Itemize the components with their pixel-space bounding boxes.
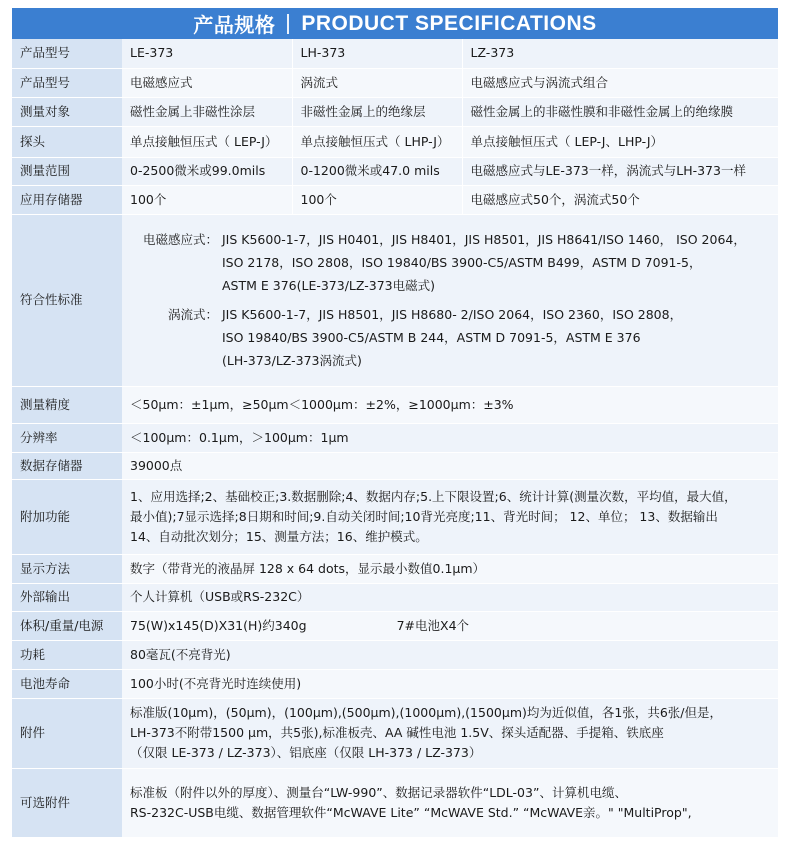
- standards-ed-line: ISO 19840/BS 3900-C5/ASTM B 244，ASTM D 7091-5，ASTM E 376: [222, 330, 641, 345]
- row-memory: [12, 185, 778, 214]
- accessories-line: LH-373不附带1500 μm，共5张),标准板壳、AA 碱性电池 1.5V、探头适配器、手提箱、铁底座: [130, 725, 664, 740]
- standards-cell: [122, 214, 778, 386]
- cell-lh: 非磁性金属上的绝缘层: [292, 97, 462, 126]
- standards-ed-line: (LH-373/LZ-373涡流式): [222, 353, 362, 368]
- optional-cell: [122, 768, 778, 837]
- cell-lz: 单点接触恒压式（ LEP-J、LHP-J）: [462, 126, 778, 157]
- row-label: 外部输出: [12, 583, 122, 611]
- functions-line: 1、应用选择;2、基础校正;3.数据删除;4、数据内存;5.上下限设置;6、统计计算(测量次数，平均值，最大值，: [130, 488, 737, 504]
- row-label: 分辨率: [12, 423, 122, 452]
- row-label: 符合性标准: [12, 214, 122, 386]
- cell-lh: 涡流式: [292, 68, 462, 97]
- row-label: 功耗: [12, 640, 122, 669]
- row-label: 显示方法: [12, 554, 122, 583]
- accessories-cell: [122, 698, 778, 768]
- battery-value: 100小时(不亮背光时连续使用): [122, 669, 778, 698]
- row-display: [12, 554, 778, 583]
- standards-eddy: [130, 303, 770, 372]
- row-output: [12, 583, 778, 611]
- standards-ed-text: [218, 303, 682, 372]
- row-label: 测量范围: [12, 157, 122, 185]
- standards-em-label: 电磁感应式：: [142, 232, 218, 247]
- optional-line: RS-232C-USB电缆、数据管理软件“McWAVE Lite” “McWAVE Std.” “McWAVE亲。" "MultiProp",: [130, 804, 692, 820]
- row-label: 测量精度: [12, 386, 122, 423]
- cell-lz: 电磁感应式与LE-373一样，涡流式与LH-373一样: [462, 157, 778, 185]
- spec-table: [12, 39, 778, 838]
- row-standards: [12, 214, 778, 386]
- row-accuracy: [12, 386, 778, 423]
- resolution-value: ＜100μm：0.1μm，＞100μm：1μm: [122, 423, 778, 452]
- size-value: 75(W)x145(D)X31(H)约340g: [130, 617, 307, 633]
- functions-line: 14、自动批次划分；15、测量方法；16、维护模式。: [130, 528, 428, 544]
- row-model: [12, 39, 778, 68]
- row-label: 数据存储器: [12, 452, 122, 479]
- functions-cell: [122, 479, 778, 554]
- row-resolution: [12, 423, 778, 452]
- row-data-memory: [12, 452, 778, 479]
- row-target: [12, 97, 778, 126]
- row-label: 应用存储器: [12, 185, 122, 214]
- row-battery: [12, 669, 778, 698]
- standards-em-line: ASTM E 376(LE-373/LZ-373电磁式): [222, 278, 435, 293]
- standards-electromagnetic: [130, 228, 770, 297]
- spec-header: [12, 8, 778, 39]
- data-memory-value: 39000点: [122, 452, 778, 479]
- functions-line: 最小值);7显示选择;8日期和时间;9.自动关闭时间;10背光亮度;11、背光时间； 12、单位； 13、数据输出: [130, 508, 718, 524]
- accessories-line: 标准版(10μm)，(50μm)，(100μm),(500μm),(1000μm),(1500μm)均为近似值，各1张，共6张/但是，: [130, 705, 722, 720]
- cell-lz: LZ-373: [462, 39, 778, 68]
- row-label: 附件: [12, 698, 122, 768]
- standards-em-line: JIS K5600-1-7，JIS H0401，JIS H8401，JIS H8501，JIS H8641/ISO 1460， ISO 2064，: [222, 232, 746, 247]
- cell-le: 电磁感应式: [122, 68, 292, 97]
- row-optional: [12, 768, 778, 837]
- standards-em-line: ISO 2178，ISO 2808，ISO 19840/BS 3900-C5/ASTM B499，ASTM D 7091-5，: [222, 255, 702, 270]
- row-label: 可选附件: [12, 768, 122, 837]
- cell-le: 单点接触恒压式（ LEP-J）: [122, 126, 292, 157]
- header-title-cn: 产品规格: [193, 13, 276, 37]
- row-type: [12, 68, 778, 97]
- cell-lh: 100个: [292, 185, 462, 214]
- display-value: 数字（带背光的液晶屏 128 x 64 dots，显示最小数值0.1μm）: [122, 554, 778, 583]
- cell-lh: 单点接触恒压式（ LHP-J）: [292, 126, 462, 157]
- accessories-line: （仅限 LE-373 / LZ-373）、铝底座（仅限 LH-373 / LZ-373）: [130, 745, 482, 760]
- cell-lz: 电磁感应式50个，涡流式50个: [462, 185, 778, 214]
- cell-le: 100个: [122, 185, 292, 214]
- power-value: 7#电池X4个: [396, 617, 470, 633]
- row-label: 体积/重量/电源: [12, 611, 122, 640]
- header-divider: [287, 14, 289, 34]
- row-label: 产品型号: [12, 39, 122, 68]
- row-range: [12, 157, 778, 185]
- optional-line: 标准板（附件以外的厚度）、测量台“LW-990”、数据记录器软件“LDL-03”、计算机电缆、: [130, 784, 627, 800]
- standards-ed-line: JIS K5600-1-7，JIS H8501，JIS H8680- 2/ISO 2064，ISO 2360，ISO 2808，: [222, 307, 683, 322]
- output-value: 个人计算机（USB或RS-232C）: [122, 583, 778, 611]
- row-consumption: [12, 640, 778, 669]
- standards-em-text: [218, 228, 746, 297]
- standards-ed-label: 涡流式：: [167, 307, 218, 322]
- cell-le: 磁性金属上非磁性涂层: [122, 97, 292, 126]
- cell-le: LE-373: [122, 39, 292, 68]
- row-size: [12, 611, 778, 640]
- row-functions: [12, 479, 778, 554]
- header-title-en: PRODUCT SPECIFICATIONS: [301, 11, 597, 35]
- cell-lh: 0-1200微米或47.0 mils: [292, 157, 462, 185]
- cell-lz: 电磁感应式与涡流式组合: [462, 68, 778, 97]
- row-probe: [12, 126, 778, 157]
- consumption-value: 80毫瓦(不亮背光): [122, 640, 778, 669]
- row-label: 探头: [12, 126, 122, 157]
- cell-le: 0-2500微米或99.0mils: [122, 157, 292, 185]
- row-label: 测量对象: [12, 97, 122, 126]
- size-cell: [122, 611, 778, 640]
- accuracy-value: ＜50μm：±1μm，≥50μm＜1000μm：±2%，≥1000μm：±3%: [122, 386, 778, 423]
- row-label: 电池寿命: [12, 669, 122, 698]
- row-label: 附加功能: [12, 479, 122, 554]
- cell-lz: 磁性金属上的非磁性膜和非磁性金属上的绝缘膜: [462, 97, 778, 126]
- row-label: 产品型号: [12, 68, 122, 97]
- row-accessories: [12, 698, 778, 768]
- cell-lh: LH-373: [292, 39, 462, 68]
